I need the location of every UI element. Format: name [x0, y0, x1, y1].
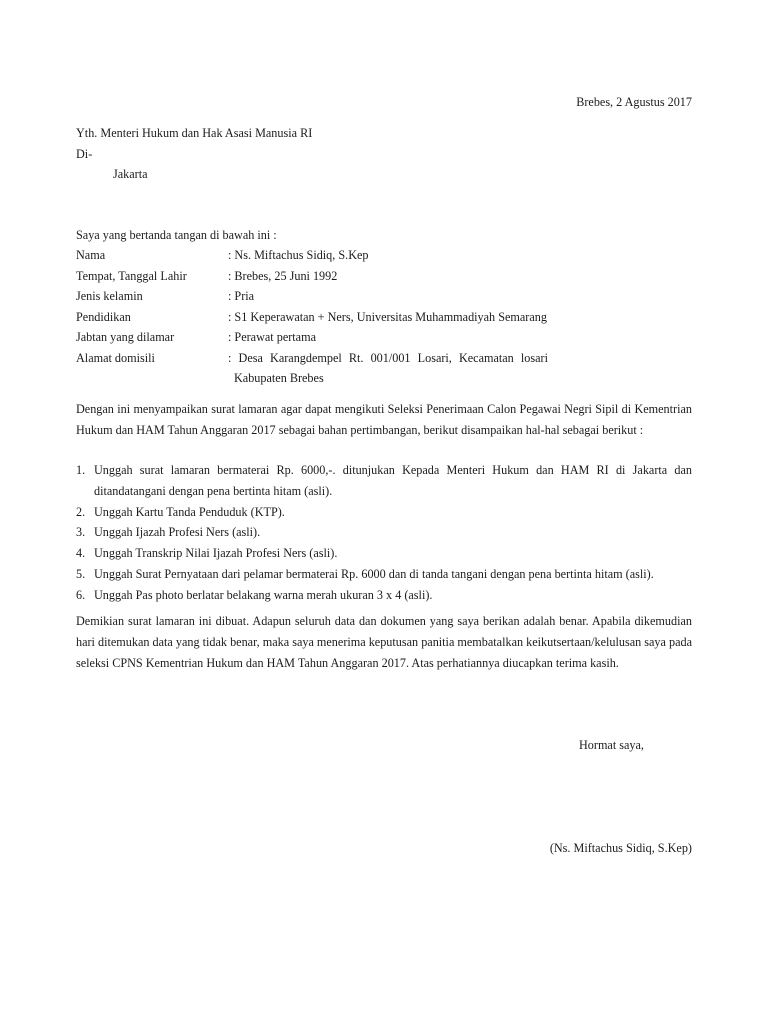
place-date: Brebes, 2 Agustus 2017	[576, 95, 692, 109]
requirements-list	[76, 460, 692, 606]
list-item	[76, 564, 692, 585]
recipient-line-2: Di-	[76, 147, 93, 161]
recipient-line-3: Jakarta	[113, 167, 148, 181]
list-item	[76, 585, 692, 606]
field-value: : Pria	[228, 289, 255, 303]
field-value: : Perawat pertama	[228, 330, 316, 344]
body-paragraph-1: Dengan ini menyampaikan surat lamaran agar dapat mengikuti Seleksi Penerimaan Calon Pegawai Negri Sipil di Kementrian Hukum dan HAM Tahun Anggaran 2017 sebagai bahan pertimbangan, berikut disampaikan hal-hal sebagai berikut :	[76, 402, 692, 437]
body-paragraph-2: Demikian surat lamaran ini dibuat. Adapun seluruh data dan dokumen yang saya berikan adalah benar. Apabila dikemudian hari ditemukan data yang tidak benar, maka saya menerima keputusan panitia membatalkan keikutsertaan/kelulusan saya pada seleksi CPNS Kementrian Hukum dan HAM Tahun Anggaran 2017. Atas perhatiannya diucapkan terima kasih.	[76, 614, 692, 670]
field-label: Pendidikan	[76, 309, 131, 324]
field-row-name	[76, 248, 696, 269]
field-row-gender	[76, 289, 696, 310]
list-item	[76, 502, 692, 523]
list-item	[76, 522, 692, 543]
list-text: Unggah Surat Pernyataan dari pelamar bermaterai Rp. 6000 dan di tanda tangani dengan pena bertinta hitam (asli).	[94, 566, 654, 581]
field-label: Alamat domisili	[76, 350, 155, 365]
list-number: 6.	[76, 587, 86, 602]
field-row-address	[76, 351, 696, 372]
field-row-education	[76, 310, 696, 331]
list-number: 5.	[76, 566, 86, 581]
field-label: Nama	[76, 248, 106, 262]
field-label: Jabtan yang dilamar	[76, 330, 175, 344]
list-text: Unggah Pas photo berlatar belakang warna merah ukuran 3 x 4 (asli).	[94, 587, 433, 602]
field-label: Jenis kelamin	[76, 289, 143, 303]
field-value: : Ns. Miftachus Sidiq, S.Kep	[228, 248, 369, 262]
field-value: : Brebes, 25 Juni 1992	[228, 268, 338, 283]
field-value: : Desa Karangdempel Rt. 001/001 Losari, Kecamatan losari	[228, 350, 548, 365]
list-number: 4.	[76, 546, 86, 561]
list-number: 1.	[76, 463, 86, 477]
list-text: Unggah surat lamaran bermaterai Rp. 6000,-. ditunjukan Kepada Menteri Hukum dan HAM RI di Jakarta dan ditandatangani dengan pena bertinta hitam (asli).	[94, 463, 692, 498]
list-item	[76, 543, 692, 564]
list-text: Unggah Kartu Tanda Penduduk (KTP).	[94, 504, 285, 519]
field-row-address-continuation	[76, 371, 696, 392]
field-label: Tempat, Tanggal Lahir	[76, 268, 187, 283]
field-row-position	[76, 330, 696, 351]
signer-name: (Ns. Miftachus Sidiq, S.Kep)	[549, 841, 692, 855]
field-value: Kabupaten Brebes	[234, 371, 324, 385]
field-row-birth	[76, 269, 696, 290]
list-text: Unggah Transkrip Nilai Ijazah Profesi Ners (asli).	[94, 546, 338, 561]
recipient-line-1: Yth. Menteri Hukum dan Hak Asasi Manusia RI	[76, 126, 313, 140]
list-number: 3.	[76, 525, 86, 540]
list-item	[76, 460, 692, 502]
intro-sentence: Saya yang bertanda tangan di bawah ini :	[76, 228, 277, 242]
list-number: 2.	[76, 504, 86, 519]
field-value: : S1 Keperawatan + Ners, Universitas Muhammadiyah Semarang	[228, 309, 547, 324]
closing-salutation: Hormat saya,	[579, 738, 644, 752]
list-text: Unggah Ijazah Profesi Ners (asli).	[94, 525, 261, 540]
applicant-details	[76, 248, 696, 392]
